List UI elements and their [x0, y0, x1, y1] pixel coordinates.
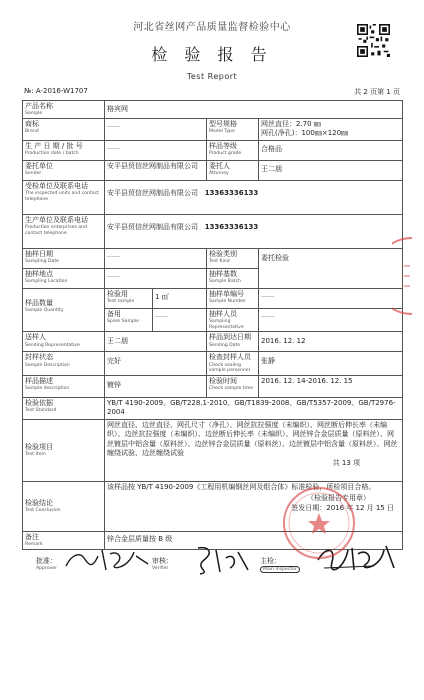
model-value: 网丝直径：2.70 ㎜ 网孔(净孔)：100㎜×120㎜: [259, 119, 403, 141]
approver-block: [36, 556, 57, 572]
seal-person-label: 检查封样人员 Check sealing sample personnel: [207, 352, 259, 375]
model-label: 型号规格 Model Type: [207, 119, 259, 141]
test-sample-value: 1 ㎡: [153, 288, 207, 308]
items-count: 共 13 项: [332, 458, 360, 467]
verifier-en: Verifier: [152, 565, 169, 571]
table-row: [23, 419, 403, 481]
table-row: [23, 214, 403, 248]
test-sample-label: 检验用 Test sample: [105, 288, 153, 308]
approver-signature-icon: [62, 544, 152, 574]
remark-value: 锌合金层质量按 B 级: [105, 531, 403, 549]
inspected-unit-phone: 13363336133: [204, 188, 259, 197]
grade-label: 样品等级 Product grade: [207, 140, 259, 160]
spare-sample-value: ------: [153, 308, 207, 331]
report-sheet: [22, 14, 402, 578]
verifier-block: [152, 556, 173, 572]
items-value: 网丝直径、边丝直径、网孔尺寸（净孔）、网丝抗拉强度（未编织）、网丝断后伸长率（未编织）、边丝抗拉强度（未编织）、边丝断后伸长率（未编织）、网丝锌合金层质量（原料丝）、网丝镀层中铝含量（原料丝）、边丝锌合金层质量（原料丝）、边丝镀层中铝含量（原料丝）、网丝缠绕试验、边丝缠绕试验 共 13 项: [105, 419, 403, 481]
seal-label: 封样状态 Sample Description: [23, 352, 105, 375]
approver-en: Approver: [36, 565, 58, 571]
verifier-signature-icon: [192, 542, 252, 578]
report-subtitle: Test Report: [186, 72, 238, 81]
client-label: 委托单位 Sender: [23, 160, 105, 180]
org-name: 河北省丝网产品质量监督检验中心: [133, 22, 291, 33]
sampling-date-value: ------: [105, 248, 207, 268]
sending-date-value: 2016. 12. 12: [259, 332, 403, 352]
verifier-label: 审核：: [152, 556, 173, 565]
seal-person-value: 张静: [259, 352, 403, 375]
quantity-label: 样品数量 Sample Quantity: [23, 288, 105, 331]
grade-value: 合格品: [259, 140, 403, 160]
product-name-label: 产品名称 Sample: [23, 101, 105, 119]
conclusion-value: 该样品按 YB/T 4190-2009《工程用机编钢丝网及组合体》标准检验，所检项目合格。 （检验报告专用章） 签发日期：2016 年 12 月 15 日: [105, 481, 403, 531]
table-row: [23, 140, 403, 160]
table-row: [23, 248, 403, 268]
spare-sample-label: 备用 Spare Sample: [105, 308, 153, 331]
brand-value: ------: [105, 119, 207, 141]
producer-value: 安平县贸信丝网制品有限公司 13363336133: [105, 214, 403, 248]
product-name-value: 格宾网: [105, 101, 403, 119]
sender-rep-label: 送样人 Sending Representative: [23, 332, 105, 352]
batch-label: 生 产 日 期 / 批 号 Production date / batch: [23, 140, 105, 160]
sample-number-value: ------: [259, 288, 403, 308]
description-label: 样品描述 Sample description: [23, 375, 105, 397]
inspector-en: Main Inspector: [260, 566, 300, 574]
table-row: [23, 180, 403, 214]
inspected-unit-value: 安平县贸信丝网制品有限公司 13363336133: [105, 180, 403, 214]
table-row: [23, 332, 403, 352]
sample-batch-label: 抽样基数 Sample Batch: [207, 268, 259, 288]
test-kind-label: 检验类别 Test Kind: [207, 248, 259, 268]
sampling-date-label: 抽样日期 Sampling Date: [23, 248, 105, 268]
approver-label: 批准：: [36, 556, 57, 565]
table-row: [23, 397, 403, 419]
producer-label: 生产单位及联系电话 Production enterprises and contact telephone: [23, 214, 105, 248]
inspected-unit-label: 受检单位及联系电话 The inspected units and contact telephone: [23, 180, 105, 214]
edge-seal-icon: [392, 236, 412, 316]
issue-date: 签发日期：2016 年 12 月 15 日: [291, 503, 394, 512]
table-row: [23, 119, 403, 141]
producer-phone: 13363336133: [204, 222, 259, 231]
table-row: [23, 288, 403, 308]
sampling-rep-value: ------: [259, 308, 403, 331]
table-row: [23, 352, 403, 375]
batch-value: ------: [105, 140, 207, 160]
standard-label: 检验依据 Test Standard: [23, 397, 105, 419]
test-kind-value: 委托检验: [259, 248, 403, 288]
sender-rep-value: 王二朋: [105, 332, 207, 352]
conclusion-label: 检验结论 Test Conclusion: [23, 481, 105, 531]
description-value: 镀锌: [105, 375, 207, 397]
attorney-label: 委托人 Attorney: [207, 160, 259, 180]
table-row: [23, 160, 403, 180]
brand-label: 商标 Brand: [23, 119, 105, 141]
items-label: 检验项目 Test Item: [23, 419, 105, 481]
sending-date-label: 样品到达日期 Sending Date: [207, 332, 259, 352]
attorney-value: 王二朋: [259, 160, 403, 180]
conclusion-stamp-note: （检验报告专用章）: [307, 494, 370, 503]
standard-value: YB/T 4190-2009、GB/T228.1-2010、GB/T1839-2008、GB/T5357-2009、GB/T2976-2004: [105, 397, 403, 419]
report-number: №: A-2016-W1707: [24, 87, 88, 95]
inspector-label: 主检：: [260, 556, 281, 565]
remark-label: 备注 Remark: [23, 531, 105, 549]
table-row: [23, 375, 403, 397]
report-title: 检 验 报 告: [151, 45, 273, 64]
qr-code-icon: [357, 24, 390, 57]
test-time-label: 检验时间 Check sample time: [207, 375, 259, 397]
client-value: 安平县贸信丝网制品有限公司: [105, 160, 207, 180]
report-table: [22, 100, 403, 550]
report-number-line: [22, 87, 402, 97]
table-row: [23, 101, 403, 119]
page-count: 共 2 页第 1 页: [354, 88, 400, 96]
test-time-value: 2016. 12. 14-2016. 12. 15: [259, 375, 403, 397]
sampling-rep-label: 抽样人员 Sampling Representative: [207, 308, 259, 331]
seal-value: 完好: [105, 352, 207, 375]
sample-number-label: 抽样单编号 Sample Number: [207, 288, 259, 308]
sampling-location-label: 抽样地点 Sampling Location: [23, 268, 105, 288]
sampling-location-value: ------: [105, 268, 207, 288]
inspection-stamp-icon: [280, 484, 358, 562]
